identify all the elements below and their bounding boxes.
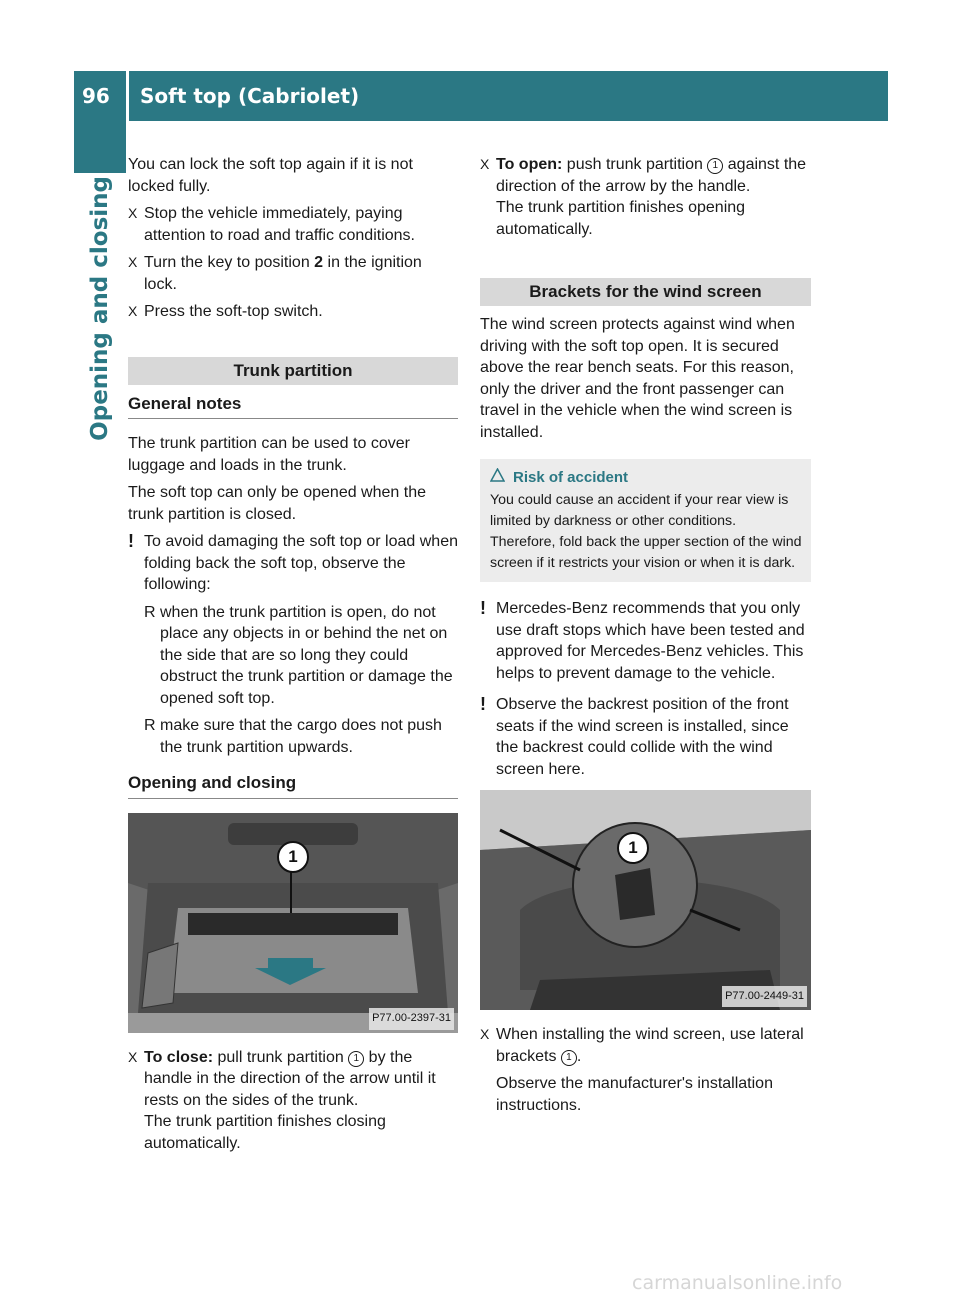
subheading-general-notes: General notes <box>128 393 458 420</box>
warning-title: Risk of accident <box>490 467 803 488</box>
notice-icon: ! <box>480 694 486 714</box>
watermark: carmanualsonline.info <box>632 1272 843 1294</box>
section-heading-wind-screen: Brackets for the wind screen <box>480 278 811 306</box>
warning-text: You could cause an accident if your rear view is limited by darkness or other conditions. Therefore, fold back the upper section of the wind screen if it restricts your vision or when it is dark. <box>490 492 802 571</box>
step-arrow-icon: X <box>480 156 490 172</box>
paragraph: The trunk partition can be used to cover luggage and loads in the trunk. <box>128 435 410 474</box>
bullet-item: R make sure that the cargo does not push the trunk partition upwards. <box>144 717 442 756</box>
callout-1-icon: 1 <box>707 158 723 174</box>
bullet-item: R when the trunk partition is open, do not place any objects in or behind the net on the side that are so long they could obstruct the trunk partition or damage the opened soft top. <box>144 603 453 707</box>
warning-triangle-icon <box>490 467 505 488</box>
paragraph: The wind screen protects against wind when driving with the soft top open. It is secured above the rear bench seats. For this reason, only the driver and the front passenger can travel in the vehicle when the wind screen is installed. <box>480 316 795 441</box>
page-number: 96 <box>82 84 110 108</box>
bullet-icon: R <box>144 717 156 734</box>
sidebar-block <box>74 121 126 173</box>
step-arrow-icon: X <box>128 1048 138 1065</box>
header-divider <box>126 71 129 121</box>
figure-code: P77.00-2449-31 <box>722 986 807 1008</box>
chapter-label: Opening and closing <box>87 176 113 441</box>
notice-icon: ! <box>480 598 486 618</box>
page-title: Soft top (Cabriolet) <box>140 84 360 108</box>
seat-illustration <box>480 790 811 1010</box>
trunk-partition-figure <box>128 813 458 1033</box>
wind-screen-bracket-figure <box>480 790 811 1010</box>
notice: ! Mercedes-Benz recommends that you only use draft stops which have been tested and approved for Mercedes-Benz vehicles. This helps to prevent damage to the vehicle. <box>480 598 805 682</box>
step-arrow-icon: X <box>128 205 138 221</box>
callout-1-icon: 1 <box>348 1051 364 1067</box>
step-item: X Press the soft-top switch. <box>128 301 458 323</box>
notice-icon: ! <box>128 531 134 551</box>
bullet-icon: R <box>144 603 156 621</box>
step-item: X To close: pull trunk partition 1 by the handle in the direction of the arrow until it rests on the sides of the trunk. The trunk partition finishes closing automatically. <box>128 1048 436 1152</box>
paragraph: The soft top can only be opened when the trunk partition is closed. <box>128 484 426 523</box>
step-arrow-icon: X <box>128 254 138 270</box>
right-column <box>480 154 811 1122</box>
step-item: X When installing the wind screen, use lateral brackets 1 . Observe the manufacturer's installation instructions. <box>480 1026 804 1114</box>
step-item: X Stop the vehicle immediately, paying attention to road and traffic conditions. <box>128 205 415 244</box>
step-arrow-icon: X <box>480 1026 490 1042</box>
sidebar-tab <box>74 176 126 686</box>
callout-marker: 1 <box>277 841 309 873</box>
subheading-opening-closing: Opening and closing <box>128 772 458 799</box>
step-arrow-icon: X <box>128 303 138 319</box>
notice: ! Observe the backrest position of the front seats if the wind screen is installed, since the backrest could collide with the wind screen here. <box>480 694 789 778</box>
intro-text: You can lock the soft top again if it is not locked fully. <box>128 156 413 195</box>
step-item: X To open: push trunk partition 1 against the direction of the arrow by the handle. The trunk partition finishes opening automatically. <box>480 156 807 238</box>
warning-box <box>480 459 811 582</box>
callout-marker: 1 <box>617 832 649 864</box>
section-heading-trunk-partition: Trunk partition <box>128 357 458 385</box>
notice: ! To avoid damaging the soft top or load when folding back the soft top, observe the following: <box>128 531 458 593</box>
figure-code: P77.00-2397-31 <box>369 1008 454 1030</box>
step-item: X Turn the key to position 2 in the ignition lock. <box>128 254 422 293</box>
callout-1-icon: 1 <box>561 1050 577 1066</box>
left-column <box>128 154 458 1160</box>
